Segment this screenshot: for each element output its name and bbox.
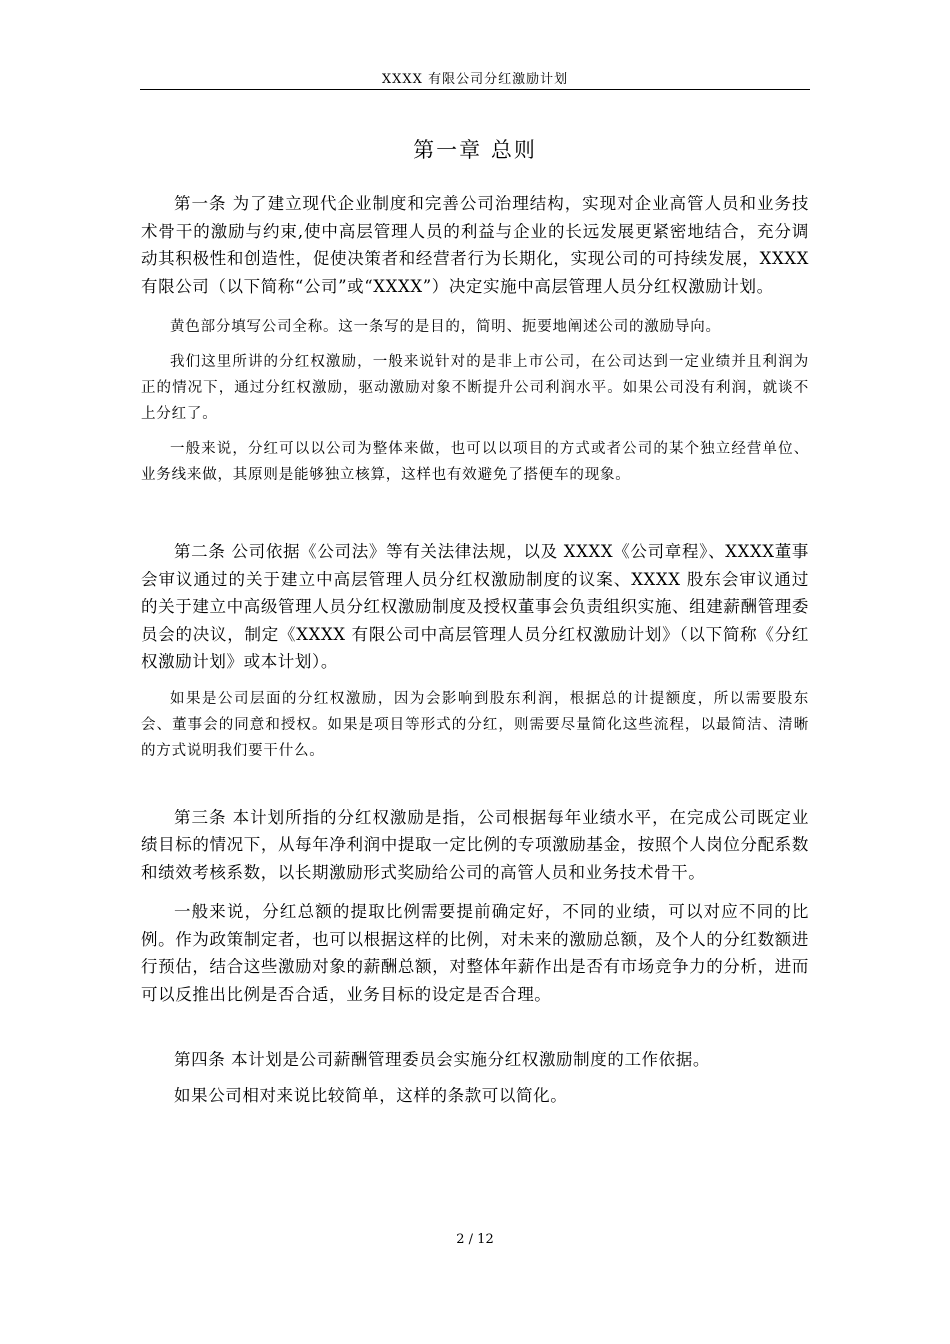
note-paragraph: 一般来说，分红可以以公司为整体来做，也可以以项目的方式或者公司的某个独立经营单位、业务线来做，其原则是能够独立核算，这样也有效避免了搭便车的现象。 [141, 441, 809, 483]
explanation-paragraph: 一般来说，分红总额的提取比例需要提前确定好，不同的业绩，可以对应不同的比例。作为政策制定者，也可以根据这样的比例，对未来的激励总额，及个人的分红数额进行预估，结合这些激励对象的薪酬总额，对整体年薪作出是否有市场竞争力的分析，进而可以反推出比例是否合适，业务目标的设定是否合理。 [141, 902, 809, 1004]
note-paragraph: 如果是公司层面的分红权激励，因为会影响到股东利润，根据总的计提额度，所以需要股东会、董事会的同意和授权。如果是项目等形式的分红，则需要尽量简化这些流程，以最简洁、清晰的方式说明我们要干什么。 [141, 690, 809, 759]
article-2-paragraph: 第二条 公司依据《公司法》等有关法律法规，以及 XXXX《公司章程》、XXXX董事会审议通过的关于建立中高层管理人员分红权激励制度的议案、XXXX 股东会审议通过的关于建立中高级管理人员分红权激励制度及授权董事会负责组织实施、组建薪酬管理委员会的决议，制定《XXXX 有限公司中高层管理人员分红权激励计划》（以下简称《分红权激励计划》或本计划）。 [141, 542, 809, 671]
article-4-paragraph: 第四条 本计划是公司薪酬管理委员会实施分红权激励制度的工作依据。 [174, 1050, 710, 1069]
page-header-title: XXXX 有限公司分红激励计划 [381, 72, 569, 87]
page-number: 2 / 12 [456, 1232, 494, 1247]
document-body [141, 190, 809, 1109]
chapter-title: 第一章 总则 [413, 138, 537, 162]
note-paragraph: 我们这里所讲的分红权激励，一般来说针对的是非上市公司，在公司达到一定业绩并且利润为正的情况下，通过分红权激励，驱动激励对象不断提升公司利润水平。如果公司没有利润，就谈不上分红了。 [141, 354, 809, 422]
header-divider [140, 89, 810, 90]
note-paragraph: 黄色部分填写公司全称。这一条写的是目的，简明、扼要地阐述公司的激励导向。 [170, 319, 721, 335]
explanation-paragraph: 如果公司相对来说比较简单，这样的条款可以简化。 [174, 1085, 568, 1105]
article-3-paragraph: 第三条 本计划所指的分红权激励是指，公司根据每年业绩水平，在完成公司既定业绩目标的情况下，从每年净利润中提取一定比例的专项激励基金，按照个人岗位分配系数和绩效考核系数，以长期激励形式奖励给公司的高管人员和业务技术骨干。 [141, 807, 809, 882]
article-1-paragraph: 第一条 为了建立现代企业制度和完善公司治理结构，实现对企业高管人员和业务技术骨干的激励与约束,使中高层管理人员的利益与企业的长远发展更紧密地结合，充分调动其积极性和创造性，促使决策者和经营者行为长期化，实现公司的可持续发展，XXXX 有限公司（以下简称“公司”或“XXXX”）决定实施中高层管理人员分红权激励计划。 [141, 194, 809, 296]
